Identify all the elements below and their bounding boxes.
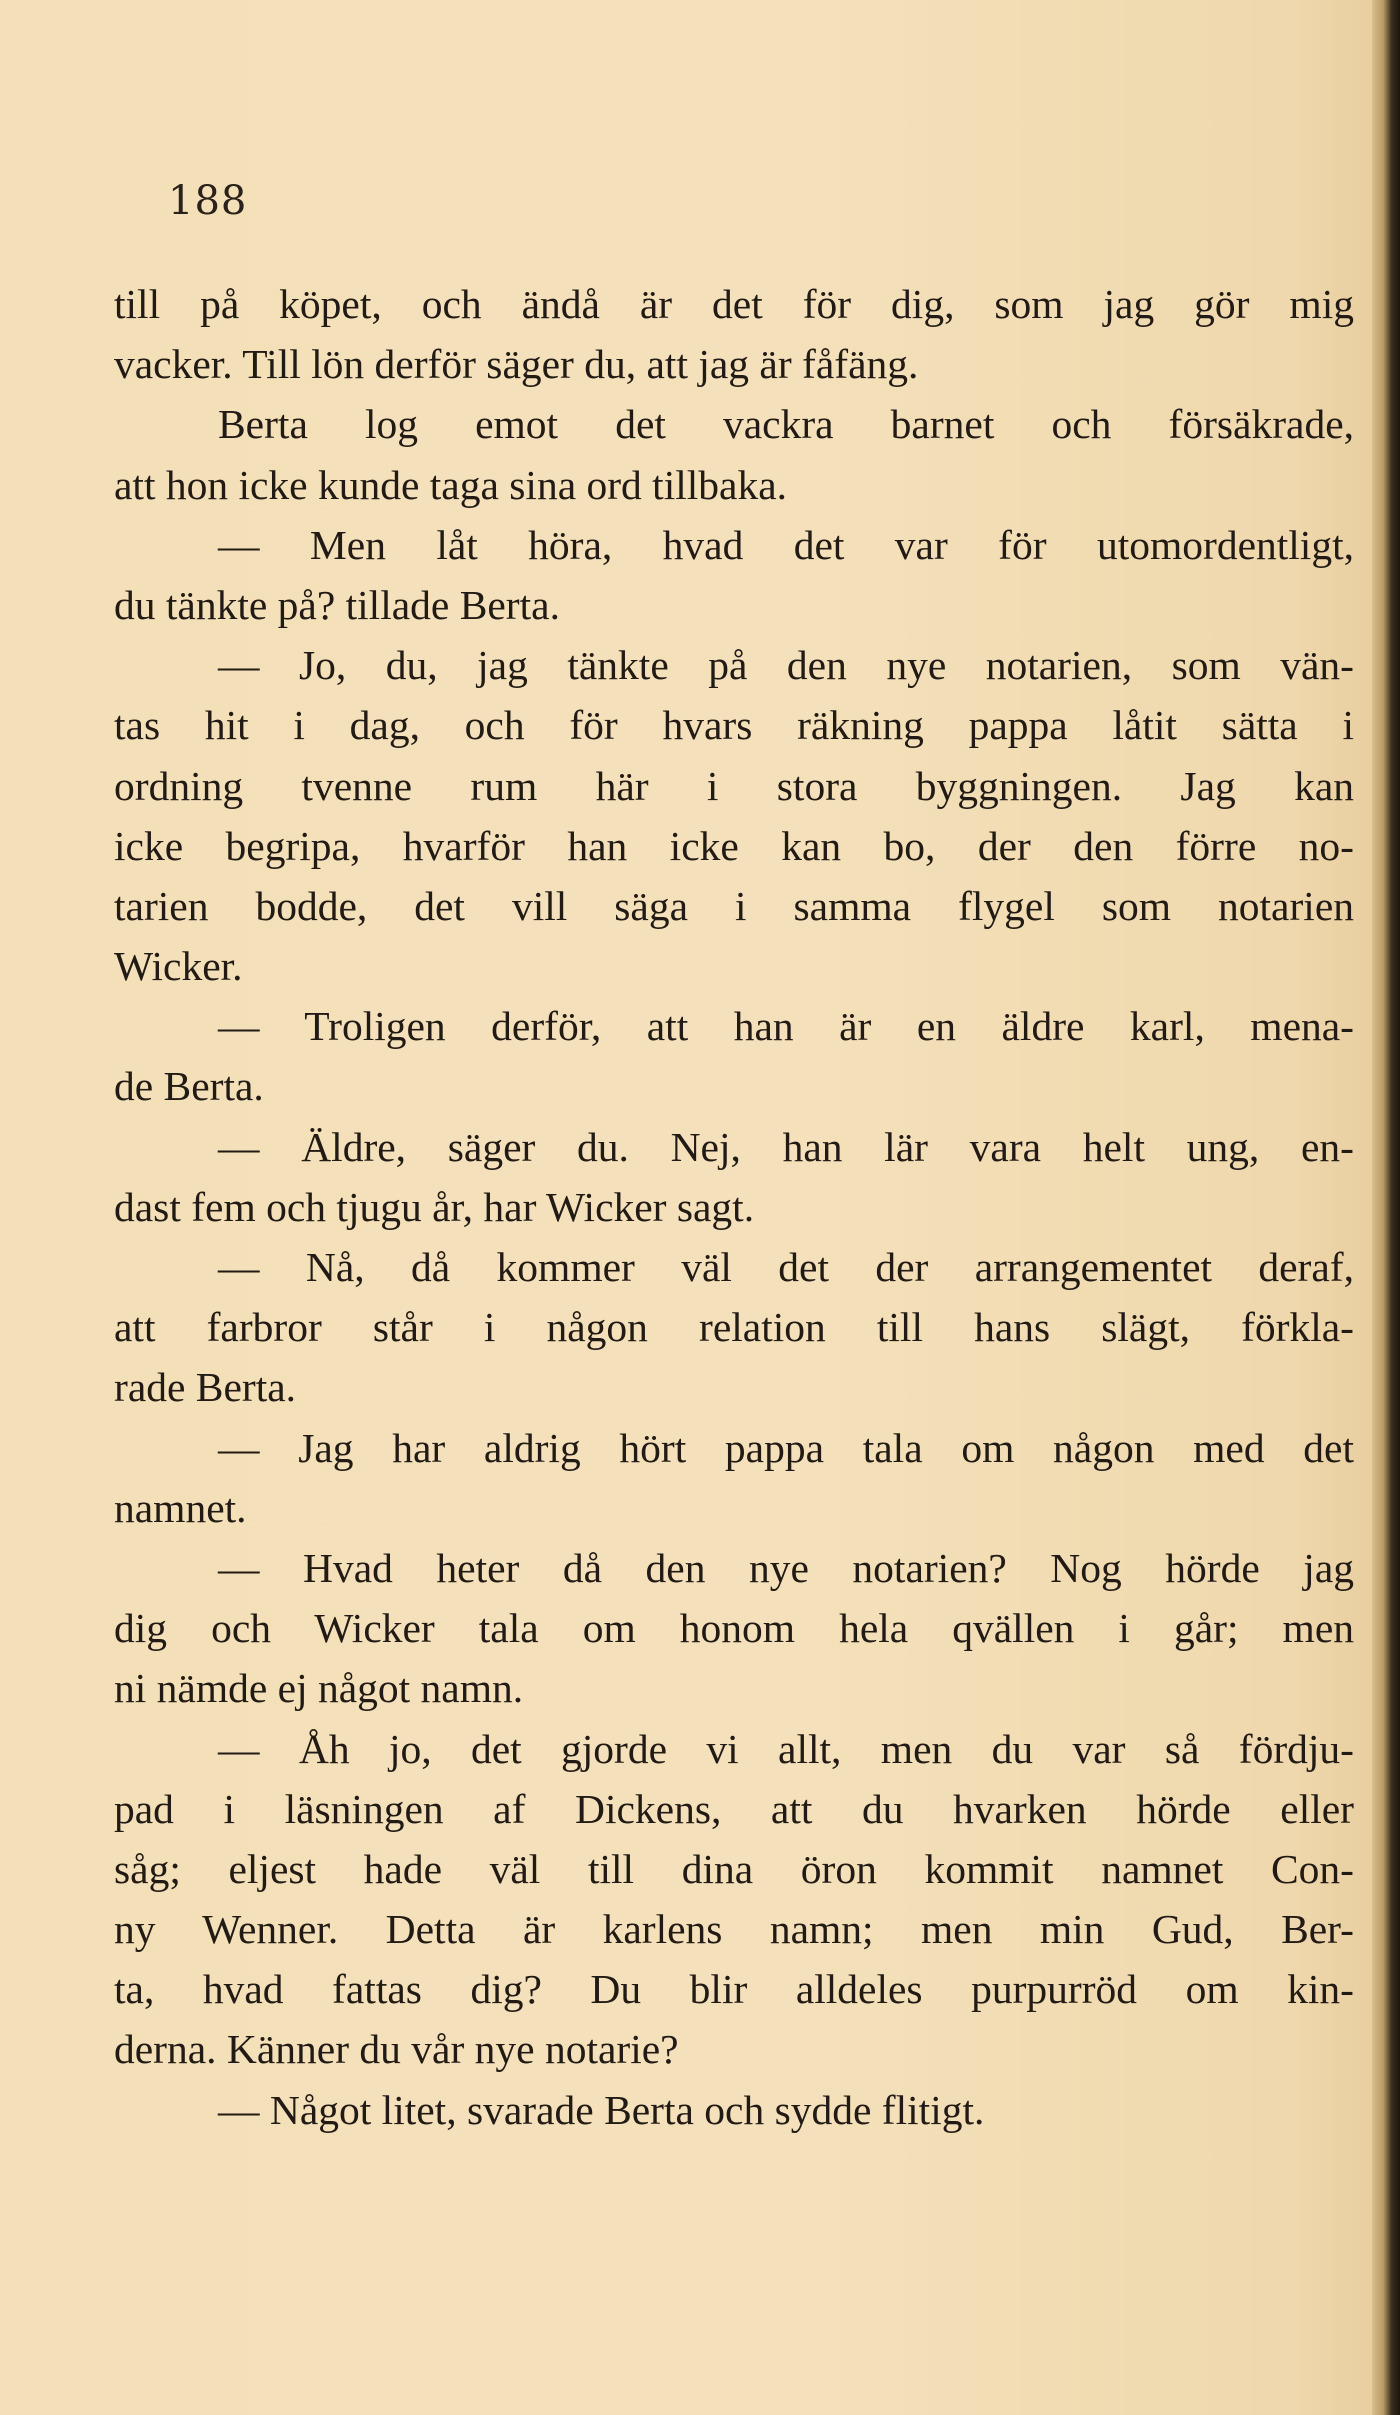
text-line: de Berta. <box>114 1063 264 1110</box>
text-line: icke begripa, hvarför han icke kan bo, der den förre no- <box>114 822 1354 869</box>
text-line: att farbror står i någon relation till hans slägt, förkla- <box>114 1304 1354 1351</box>
text-line: såg; eljest hade väl till dina öron kommit namnet Con- <box>114 1845 1354 1892</box>
text-line: — Men låt höra, hvad det var för utomordentligt, <box>218 521 1354 568</box>
text-line: — Åh jo, det gjorde vi allt, men du var så fördju- <box>218 1725 1354 1772</box>
text-line: vacker. Till lön derför säger du, att jag är fåfäng. <box>114 341 919 388</box>
text-line: — Jag har aldrig hört pappa tala om någon med det <box>218 1424 1354 1471</box>
text-line: Wicker. <box>114 943 243 990</box>
text-line: derna. Känner du vår nye notarie? <box>114 2026 679 2073</box>
text-line: — Något litet, svarade Berta och sydde flitigt. <box>218 2086 985 2133</box>
text-line: dast fem och tjugu år, har Wicker sagt. <box>114 1183 755 1230</box>
text-line: att hon icke kunde taga sina ord tillbaka. <box>114 461 788 508</box>
text-line: tas hit i dag, och för hvars räkning pappa låtit sätta i <box>114 702 1354 749</box>
text-line: till på köpet, och ändå är det för dig, som jag gör mig <box>114 281 1354 327</box>
text-line: — Troligen derför, att han är en äldre karl, mena- <box>218 1003 1354 1050</box>
text-line: tarien bodde, det vill säga i samma flygel som notarien <box>114 882 1354 929</box>
text-line: ny Wenner. Detta är karlens namn; men min Gud, Ber- <box>114 1906 1354 1953</box>
text-line: — Jo, du, jag tänkte på den nye notarien, som vän- <box>218 642 1354 689</box>
body-text <box>114 274 1354 2140</box>
page-edge <box>1372 0 1400 2415</box>
text-line: Berta log emot det vackra barnet och försäkrade, <box>218 401 1354 448</box>
text-line: ta, hvad fattas dig? Du blir alldeles purpurröd om kin- <box>114 1966 1354 2013</box>
text-line: — Hvad heter då den nye notarien? Nog hörde jag <box>218 1544 1354 1591</box>
text-line: rade Berta. <box>114 1364 297 1411</box>
text-line: dig och Wicker tala om honom hela qvällen i går; men <box>114 1605 1354 1652</box>
text-line: namnet. <box>114 1484 247 1531</box>
page-number: 188 <box>168 178 248 224</box>
text-line: ordning tvenne rum här i stora byggningen. Jag kan <box>114 762 1354 809</box>
text-line: — Äldre, säger du. Nej, han lär vara helt ung, en- <box>218 1123 1354 1170</box>
text-line: — Nå, då kommer väl det der arrangementet deraf, <box>218 1244 1354 1290</box>
text-line: ni nämde ej något namn. <box>114 1665 524 1712</box>
text-line: pad i läsningen af Dickens, att du hvarken hörde eller <box>114 1785 1354 1832</box>
text-line: du tänkte på? tillade Berta. <box>114 581 560 628</box>
